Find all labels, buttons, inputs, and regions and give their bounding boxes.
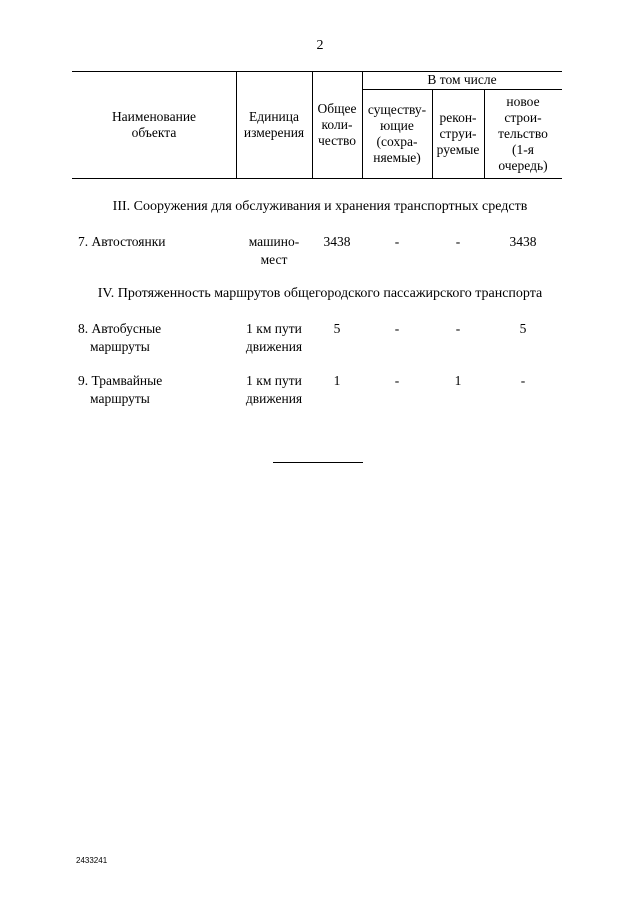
table-header (72, 71, 562, 179)
row-reconstructed: - (455, 321, 461, 336)
section-title: IV. Протяженность маршрутов общегородского пассажирского транспорта (97, 286, 543, 301)
row-existing: - (394, 321, 400, 336)
col-header-reconstructed: рекон- струи- руемые (436, 109, 480, 157)
col-header-unit: Единица измерения (243, 109, 305, 140)
col-header-new: новое строи- тельство (1-я очередь) (498, 93, 548, 173)
page-number: 2 (316, 38, 324, 53)
row-existing: - (394, 234, 400, 249)
row-name: 7. Автостоянки (78, 234, 166, 249)
row-new: 5 (519, 321, 527, 336)
col-header-name: Наименование объекта (111, 109, 197, 140)
row-new: - (520, 373, 526, 388)
row-unit: 1 км пути движения (245, 321, 303, 354)
row-name: 8. Автобусные маршруты (78, 321, 162, 354)
row-existing: - (394, 373, 400, 388)
row-name: 9. Трамвайные маршруты (78, 373, 163, 406)
row-total: 5 (333, 321, 341, 336)
col-header-existing: существу- ющие (сохра- няемые) (367, 101, 427, 165)
section-title: III. Сооружения для обслуживания и хранения транспортных средств (112, 199, 528, 214)
row-reconstructed: - (455, 234, 461, 249)
row-total: 3438 (323, 234, 351, 249)
row-new: 3438 (509, 234, 537, 249)
end-separator (273, 462, 363, 463)
document-code: 2433241 (76, 856, 108, 865)
row-unit: 1 км пути движения (245, 373, 303, 406)
col-header-including: В том числе (427, 72, 497, 87)
row-reconstructed: 1 (454, 373, 462, 388)
row-unit: машино- мест (248, 234, 300, 267)
row-total: 1 (333, 373, 341, 388)
col-header-total: Общее коли- чество (317, 101, 357, 148)
